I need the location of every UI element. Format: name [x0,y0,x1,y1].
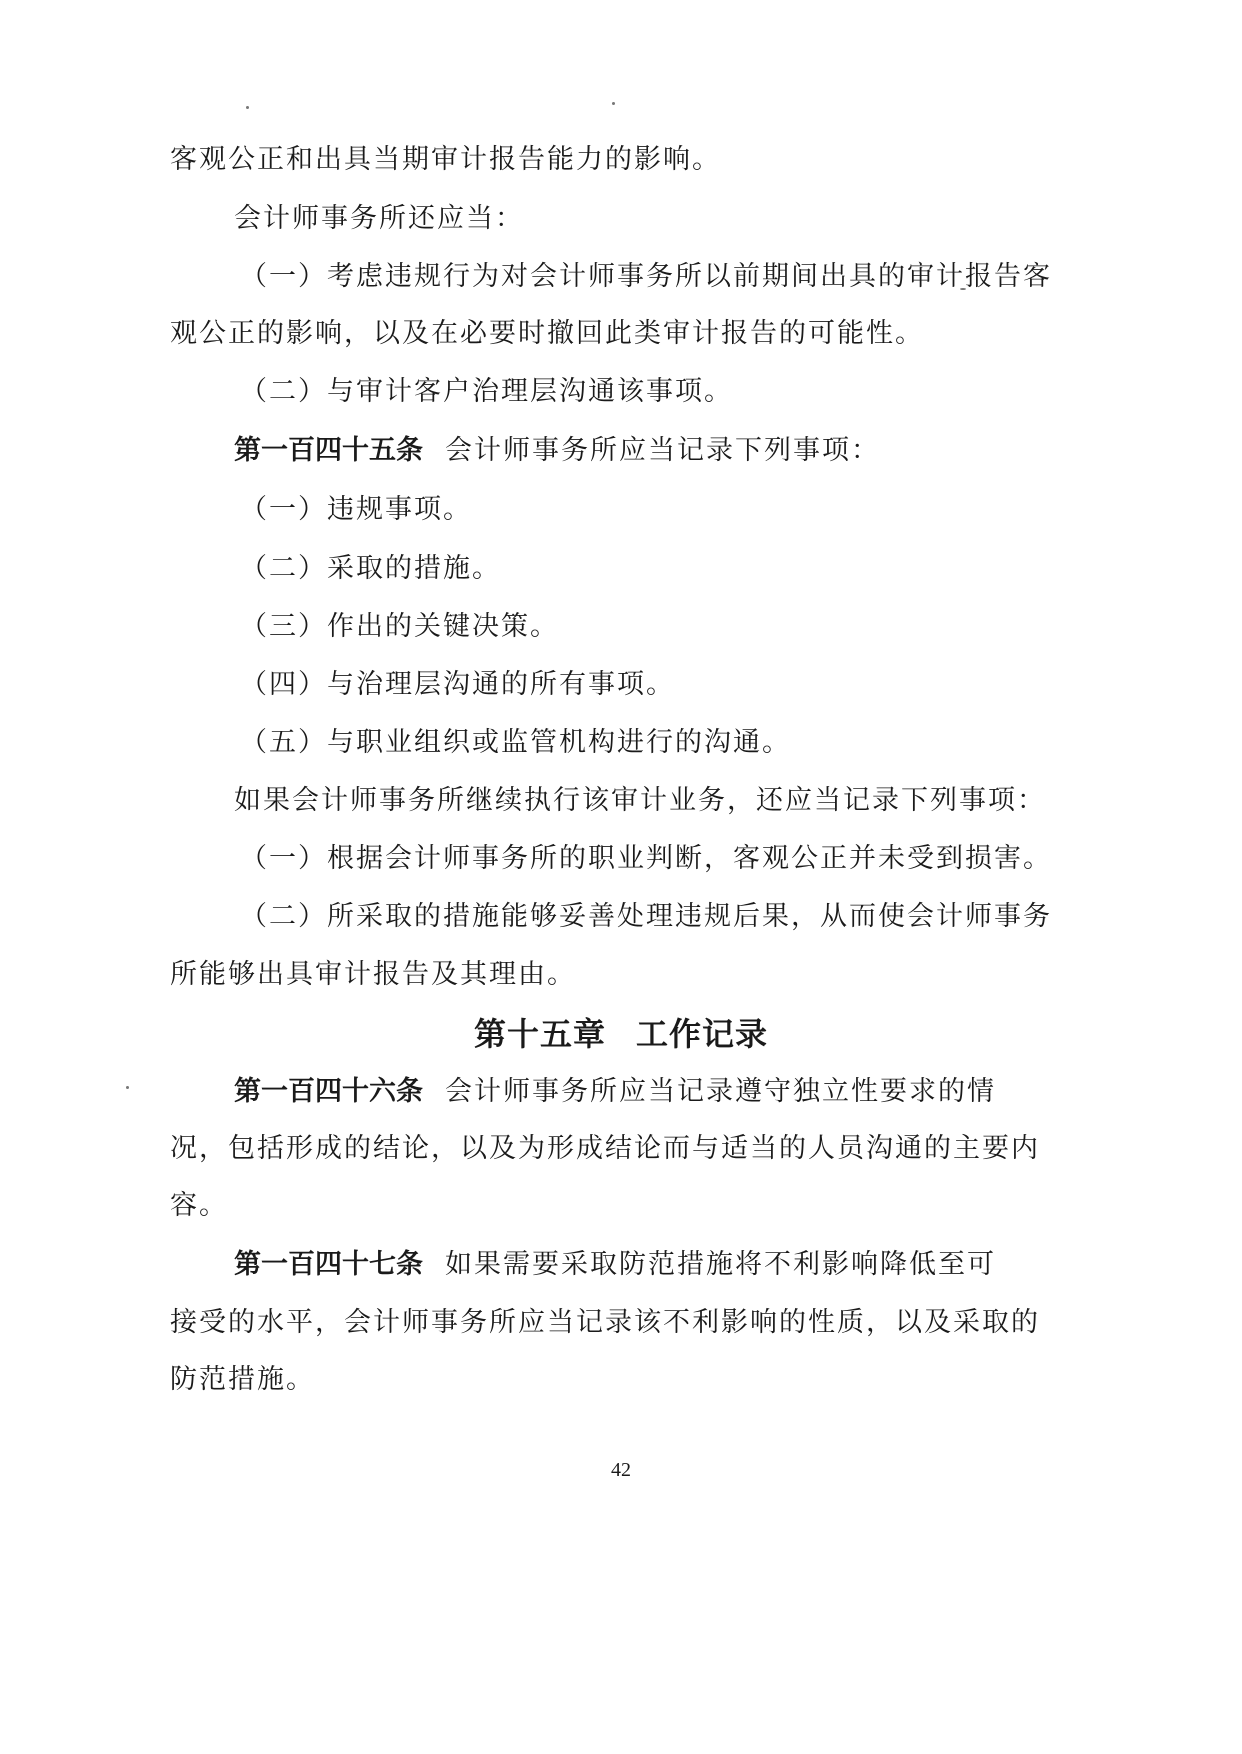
scan-speck [612,102,615,105]
article-145-text: 会计师事务所应当记录下列事项： [445,435,880,466]
paragraph-line: （二）与审计客户治理层沟通该事项。 [240,376,733,407]
list-item: （三）作出的关键决策。 [240,611,559,642]
paragraph-line: 如果会计师事务所继续执行该审计业务，还应当记录下列事项： [234,785,1046,816]
paragraph-line: 客观公正和出具当期审计报告能力的影响。 [170,144,721,175]
list-item: （二）所采取的措施能够妥善处理违规后果，从而使会计师事务 [240,901,1052,932]
paragraph-line: 防范措施。 [170,1364,315,1395]
list-item: （二）采取的措施。 [240,553,501,584]
chapter-title: 工作记录 [636,1015,769,1053]
list-item: （五）与职业组织或监管机构进行的沟通。 [240,727,791,758]
paragraph-line: 接受的水平，会计师事务所应当记录该不利影响的性质，以及采取的 [170,1307,1040,1338]
paragraph-line: 观公正的影响，以及在必要时撤回此类审计报告的可能性。 [170,318,924,349]
article-146-line [234,1072,1134,1112]
paragraph-line: 会计师事务所还应当： [234,203,524,234]
article-147-line [234,1245,1134,1285]
chapter-number: 第十五章 [473,1015,606,1053]
list-item: （四）与治理层沟通的所有事项。 [240,669,675,700]
list-item: （一）违规事项。 [240,494,472,525]
article-145-heading: 第一百四十五条 [234,435,423,466]
article-147-text: 如果需要采取防范措施将不利影响降低至可 [445,1249,996,1280]
chapter-heading [0,1012,1242,1056]
scan-speck [126,1086,129,1089]
paragraph-line: 容。 [170,1190,228,1221]
paragraph-line: 况，包括形成的结论，以及为形成结论而与适当的人员沟通的主要内 [170,1133,1040,1164]
article-147-heading: 第一百四十七条 [234,1249,423,1280]
page-number: 42 [611,1459,631,1481]
paragraph-line: 所能够出具审计报告及其理由。 [170,959,576,990]
article-146-heading: 第一百四十六条 [234,1076,423,1107]
scan-speck [246,106,249,109]
article-145-line [234,431,1134,471]
article-146-text: 会计师事务所应当记录遵守独立性要求的情 [445,1076,996,1107]
paragraph-line: （一）考虑违规行为对会计师事务所以前期间出具的审计报告客 [240,261,1052,292]
list-item: （一）根据会计师事务所的职业判断，客观公正并未受到损害。 [240,843,1052,874]
